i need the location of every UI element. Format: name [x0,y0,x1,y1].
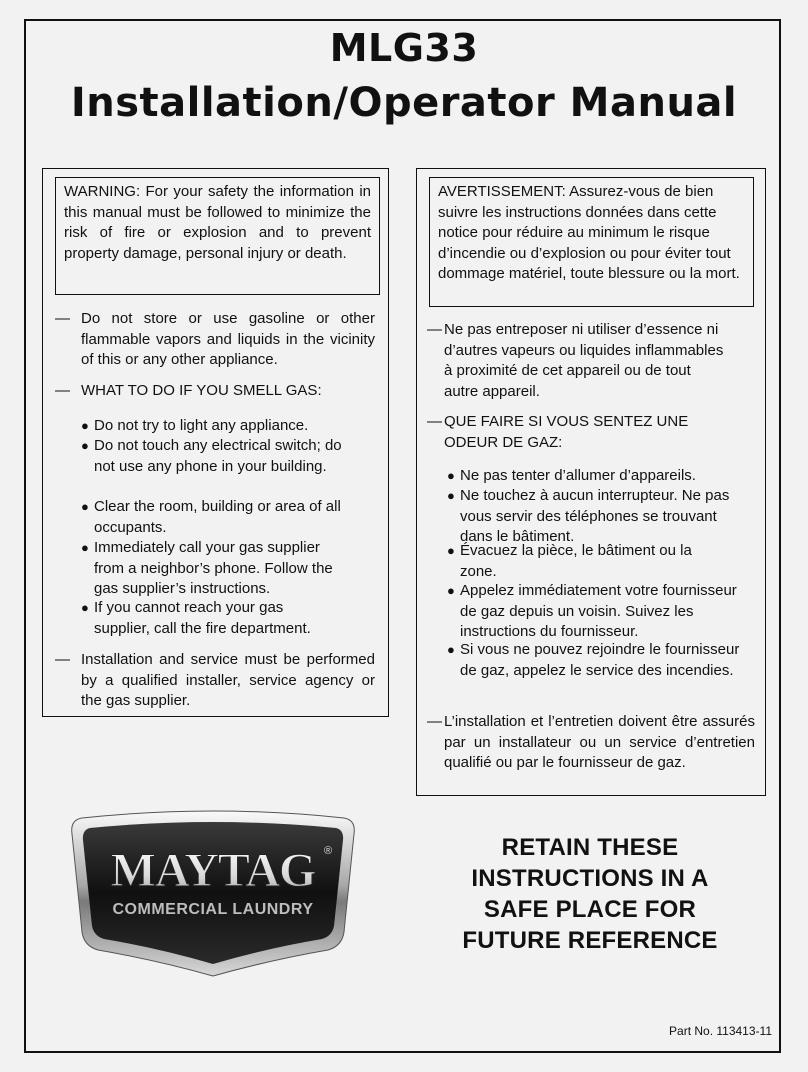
brand-wordmark: MAYTAG [110,844,316,897]
part-number: Part No. 113413-11 [669,1024,772,1038]
french-bullet-3: ● Évacuez la pièce, le bâtiment ou la zone. [447,542,692,580]
dash-marker: — [427,321,442,338]
dash-marker: — [427,413,442,430]
bullet-dot: ● [81,540,89,555]
bullet-dot: ● [81,600,89,615]
english-item-storage-text: Do not store or use gasoline or other flammable vapors and liquids in the vicinity of this or any other appliance. [81,310,375,368]
english-warning-text: WARNING: For your safety the information in this manual must be followed to minimize the risk of fire or explosion and to prevent property damage, personal injury or death. [64,183,371,262]
bullet-dot: ● [81,438,89,453]
english-item-installation-text: Installation and service must be performed by a qualified installer, service agency or the gas supplier. [81,651,375,709]
french-safety-panel [416,168,766,796]
english-safety-panel [42,168,389,717]
dash-marker: — [55,310,70,327]
model-title: MLG33 [329,26,479,70]
bullet-dot: ● [447,642,455,657]
bullet-dot: ● [447,468,455,483]
brand-subtitle: COMMERCIAL LAUNDRY [112,901,314,918]
english-item-smell-gas-text: WHAT TO DO IF YOU SMELL GAS: [81,382,322,399]
bullet-dot: ● [81,499,89,514]
english-item-storage [55,309,375,371]
english-bullet-3: ● Clear the room, building or area of all occupants. [81,498,341,536]
manual-title: Installation/Operator Manual [70,80,738,126]
french-bullet-5: ● Si vous ne pouvez rejoindre le fournisseur de gaz, appelez le service des incendies. [447,641,740,679]
french-item-storage-text: Ne pas entreposer ni utiliser d’essence ni d’autres vapeurs ou liquides inflammables à proximité de cet appareil ou de tout autre appareil. [444,321,724,400]
retain-instructions-notice: RETAIN THESE INSTRUCTIONS IN A SAFE PLACE FOR FUTURE REFERENCE [462,834,718,954]
bullet-dot: ● [447,543,455,558]
bullet-dot: ● [447,488,455,503]
dash-marker: — [55,651,70,668]
maytag-commercial-laundry-logo [70,808,356,978]
english-item-smell-gas [55,381,375,402]
french-item-storage [427,320,727,402]
french-bullet-1: ● Ne pas tenter d’allumer d’appareils. [447,466,747,487]
french-item-installation-text: L’installation et l’entretien doivent être assurés par un installateur ou un service d’entretien qualifié ou par le fournisseur de gaz. [444,713,755,771]
english-bullet-1: ● Do not try to light any appliance. [81,416,371,437]
english-bullet-5: ● If you cannot reach your gas supplier, call the fire department. [81,599,311,637]
french-warning-text: AVERTISSEMENT: Assurez-vous de bien suivre les instructions données dans cette notice pour réduire au minimum le risque d’incendie ou d’explosion ou pour éviter tout dommage matériel, toute blessure ou la mort. [438,183,740,282]
english-bullet-4: ● Immediately call your gas supplier from a neighbor’s phone. Follow the gas supplier’s instructions. [81,539,333,597]
dash-marker: — [427,713,442,730]
french-bullet-2: ● Ne touchez à aucun interrupteur. Ne pas vous servir des téléphones se trouvant dans le bâtiment. [447,487,730,545]
bullet-dot: ● [81,418,89,433]
english-warning-box [55,177,380,295]
french-bullet-4: ● Appelez immédiatement votre fournisseur de gaz depuis un voisin. Suivez les instructions du fournisseur. [447,582,737,640]
english-bullet-2: ● Do not touch any electrical switch; do not use any phone in your building. [81,437,342,475]
english-item-installation [55,650,375,712]
french-item-smell-gas [427,412,737,453]
french-item-smell-gas-text: QUE FAIRE SI VOUS SENTEZ UNE ODEUR DE GAZ: [444,413,689,451]
bullet-dot: ● [447,583,455,598]
french-warning-box [429,177,754,307]
registered-mark: ® [323,845,333,857]
dash-marker: — [55,382,70,399]
french-item-installation [427,712,755,774]
